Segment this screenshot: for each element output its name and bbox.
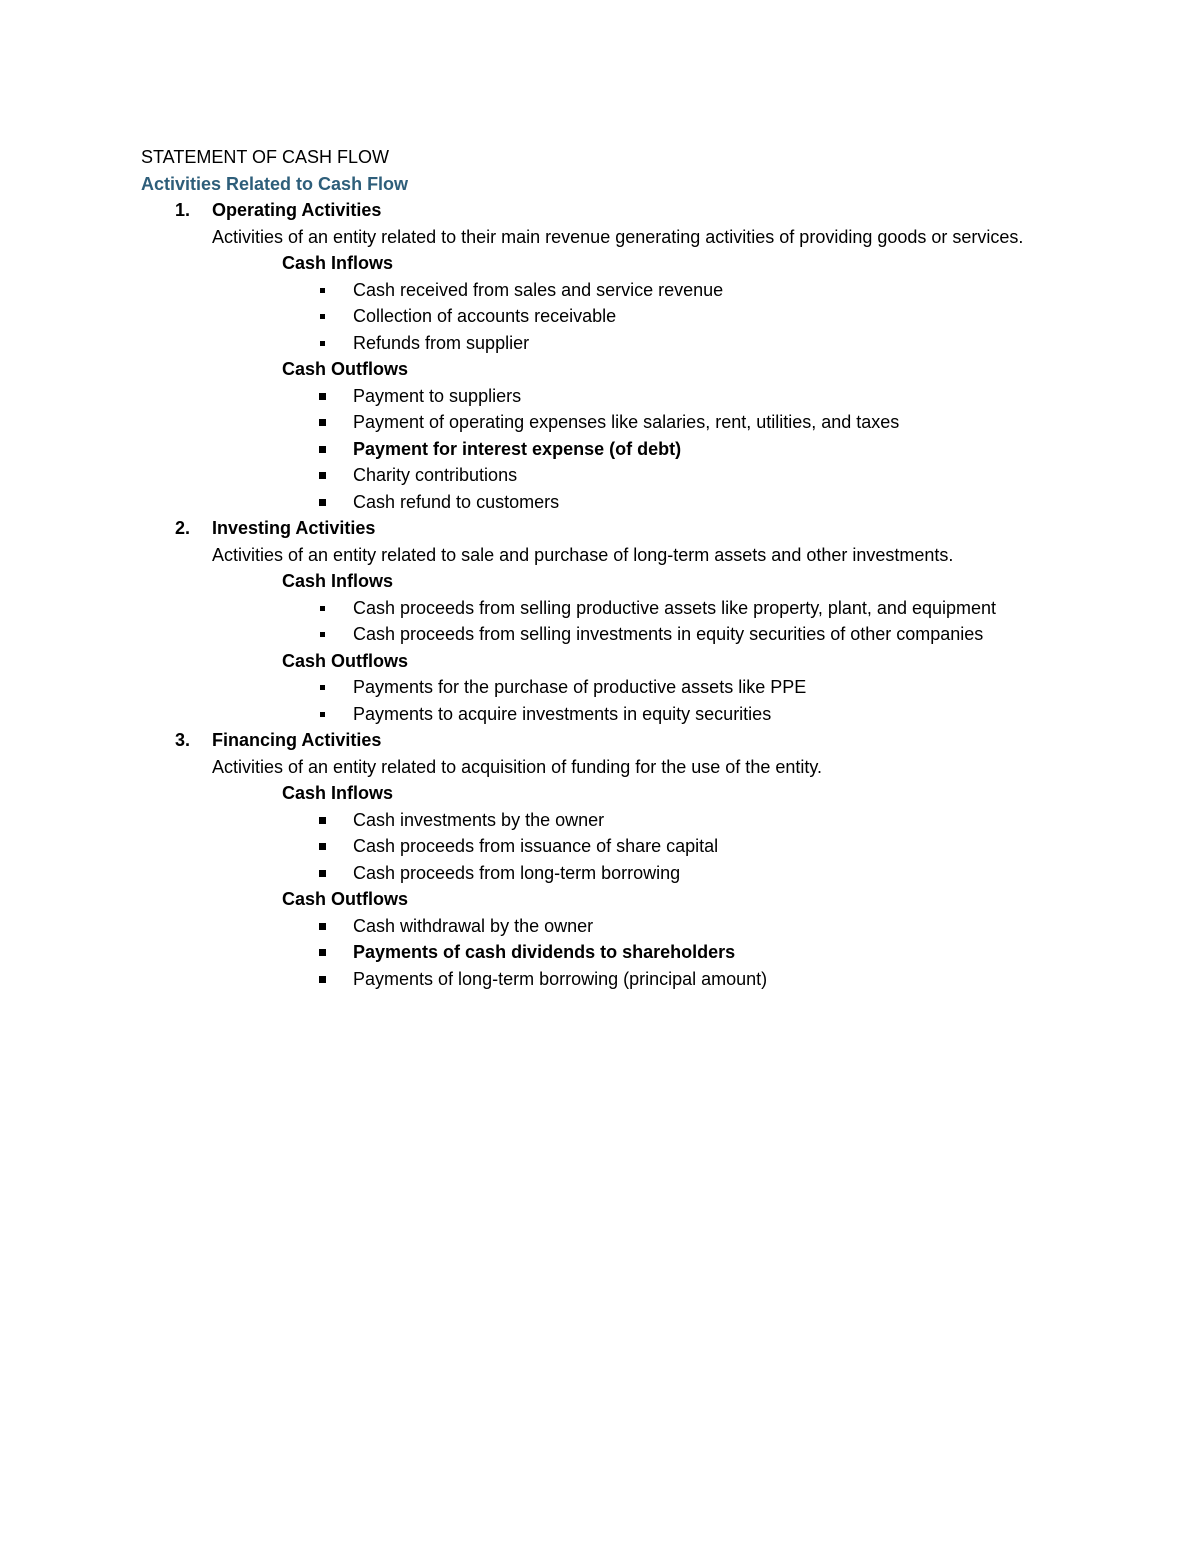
list-item [141, 489, 1061, 516]
cash-outflows-heading: Cash Outflows [282, 889, 409, 909]
list-item-text: Payment of operating expenses like salaries, rent, utilities, and taxes [353, 412, 900, 432]
bullet-icon [319, 817, 326, 824]
cash-outflows-list [141, 913, 1061, 993]
list-item-text: Cash withdrawal by the owner [353, 915, 594, 936]
bullet-icon [319, 499, 326, 506]
list-item [141, 939, 1061, 966]
bullet-icon [319, 870, 326, 877]
cash-outflows-list [141, 674, 1061, 727]
list-item [141, 277, 1061, 304]
list-item [141, 701, 1061, 728]
cash-inflows-list [141, 807, 1061, 887]
bullet-icon [320, 341, 325, 346]
page-title: STATEMENT OF CASH FLOW [141, 147, 390, 167]
list-item-text: Cash investments by the owner [353, 809, 605, 830]
cash-outflows-list [141, 383, 1061, 516]
bullet-icon [320, 685, 325, 690]
bullet-icon [319, 923, 326, 930]
document-content [141, 144, 1061, 992]
section-financing-activities [141, 727, 1061, 992]
bullet-icon [319, 976, 326, 983]
list-item-text: Payment for interest expense (of debt) [353, 438, 682, 459]
list-item [141, 833, 1061, 860]
section-heading [141, 197, 1061, 224]
bullet-icon [319, 949, 326, 956]
section-description: Activities of an entity related to sale and purchase of long-term assets and other investments. [212, 544, 954, 565]
list-item [141, 595, 1061, 622]
bullet-icon [319, 393, 326, 400]
list-item-text: Cash received from sales and service revenue [353, 279, 724, 300]
section-heading [141, 515, 1061, 542]
bullet-icon [319, 419, 326, 426]
list-item [141, 807, 1061, 834]
cash-outflows-heading: Cash Outflows [282, 650, 409, 671]
list-item-text: Payments for the purchase of productive assets like PPE [353, 677, 807, 697]
list-item-text: Cash proceeds from selling productive assets like property, plant, and equipment [353, 597, 997, 618]
list-item [141, 462, 1061, 489]
list-item-text: Payment to suppliers [353, 385, 522, 406]
bullet-icon [319, 472, 326, 479]
section-heading-label: Operating Activities [212, 200, 382, 220]
cash-outflows-heading: Cash Outflows [282, 359, 409, 379]
list-item [141, 330, 1061, 357]
list-item [141, 674, 1061, 701]
bullet-icon [320, 606, 325, 611]
cash-inflows-heading: Cash Inflows [282, 253, 394, 273]
section-investing-activities [141, 515, 1061, 727]
cash-inflows-list [141, 277, 1061, 357]
list-item [141, 621, 1061, 648]
list-item-text: Cash proceeds from selling investments in equity securities of other companies [353, 624, 984, 644]
section-number: 3. [175, 730, 191, 750]
section-description: Activities of an entity related to acquisition of funding for the use of the entity. [212, 756, 823, 777]
list-item [141, 303, 1061, 330]
list-item-text: Refunds from supplier [353, 332, 530, 353]
section-description: Activities of an entity related to their main revenue generating activities of providing goods or services. [212, 226, 1024, 247]
section-heading-label: Investing Activities [212, 518, 376, 538]
list-item [141, 436, 1061, 463]
list-item-text: Payments of long-term borrowing (principal amount) [353, 968, 768, 989]
list-item-text: Cash refund to customers [353, 491, 560, 512]
section-heading-label: Financing Activities [212, 730, 382, 750]
list-item-text: Payments to acquire investments in equity securities [353, 703, 772, 724]
list-item [141, 860, 1061, 887]
list-item-text: Payments of cash dividends to shareholders [353, 942, 736, 962]
list-item-text: Charity contributions [353, 465, 518, 485]
section-number: 1. [175, 200, 191, 220]
list-item [141, 966, 1061, 993]
bullet-icon [320, 288, 325, 293]
list-item [141, 409, 1061, 436]
list-item-text: Collection of accounts receivable [353, 306, 617, 326]
section-operating-activities [141, 197, 1061, 515]
section-number: 2. [175, 518, 191, 538]
bullet-icon [319, 446, 326, 453]
list-item-text: Cash proceeds from long-term borrowing [353, 862, 681, 883]
list-item [141, 913, 1061, 940]
list-item [141, 383, 1061, 410]
section-heading [141, 727, 1061, 754]
bullet-icon [319, 843, 326, 850]
bullet-icon [320, 314, 325, 319]
bullet-icon [320, 712, 325, 717]
cash-inflows-heading: Cash Inflows [282, 783, 394, 803]
cash-inflows-heading: Cash Inflows [282, 571, 394, 591]
section-subtitle: Activities Related to Cash Flow [141, 173, 409, 194]
cash-inflows-list [141, 595, 1061, 648]
list-item-text: Cash proceeds from issuance of share capital [353, 836, 719, 856]
bullet-icon [320, 632, 325, 637]
